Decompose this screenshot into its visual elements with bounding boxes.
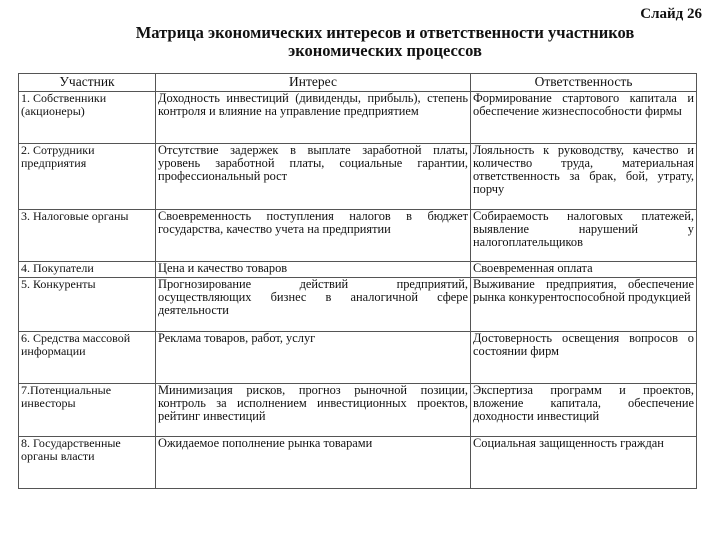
slide-number: Слайд 26: [640, 6, 702, 22]
participant-cell: 3. Налоговые органы: [19, 210, 156, 262]
slide-title: [70, 24, 700, 60]
participant-cell: 7.Потенциальные инвесторы: [19, 384, 156, 437]
table-row: [19, 144, 697, 210]
responsibility-cell: Достоверность освещения вопросов о состоянии фирм: [471, 332, 697, 384]
interest-cell: Цена и качество товаров: [156, 262, 471, 278]
slide-title-line-1: Матрица экономических интересов и ответственности участников: [135, 23, 635, 42]
responsibility-cell: Выживание предприятия, обеспечение рынка конкурентоспособной продукцией: [471, 278, 697, 332]
table-header-row: [19, 74, 697, 92]
interest-cell: Своевременность поступления налогов в бюджет государства, качество учета на предприятии: [156, 210, 471, 262]
participant-cell: 4. Покупатели: [19, 262, 156, 278]
responsibility-cell: Собираемость налоговых платежей, выявление нарушений у налогоплательщиков: [471, 210, 697, 262]
responsibility-cell: Социальная защищенность граждан: [471, 437, 697, 489]
interest-cell: Отсутствие задержек в выплате заработной платы, уровень заработной платы, социальные гарантии, профессиональный рост: [156, 144, 471, 210]
participant-cell: 2. Сотрудники предприятия: [19, 144, 156, 210]
interest-cell: Минимизация рисков, прогноз рыночной позиции, контроль за исполнением инвестиционных проектов, рейтинг инвестиций: [156, 384, 471, 437]
table-row: [19, 278, 697, 332]
participant-cell: 5. Конкуренты: [19, 278, 156, 332]
header-responsibility: Ответственность: [471, 74, 697, 92]
table-row: [19, 437, 697, 489]
interest-cell: Доходность инвестиций (дивиденды, прибыль), степень контроля и влияние на управление предприятием: [156, 92, 471, 144]
responsibility-cell: Формирование стартового капитала и обеспечение жизнеспособности фирмы: [471, 92, 697, 144]
slide-title-line-2: экономических процессов: [288, 41, 482, 60]
table-row: [19, 262, 697, 278]
responsibility-cell: Экспертиза программ и проектов, вложение капитала, обеспечение доходности инвестиций: [471, 384, 697, 437]
header-participant: Участник: [19, 74, 156, 92]
participant-cell: 1. Собственники (акционеры): [19, 92, 156, 144]
header-interest: Интерес: [156, 74, 471, 92]
interest-responsibility-matrix: [18, 73, 697, 489]
interest-cell: Прогнозирование действий предприятий, осуществляющих бизнес в аналогичной сфере деятельности: [156, 278, 471, 332]
interest-cell: Реклама товаров, работ, услуг: [156, 332, 471, 384]
responsibility-cell: Лояльность к руководству, качество и количество труда, материальная ответственность за брак, бой, утрату, порчу: [471, 144, 697, 210]
table-row: [19, 384, 697, 437]
participant-cell: 6. Средства массовой информации: [19, 332, 156, 384]
table-row: [19, 92, 697, 144]
responsibility-cell: Своевременная оплата: [471, 262, 697, 278]
table-row: [19, 332, 697, 384]
participant-cell: 8. Государственные органы власти: [19, 437, 156, 489]
table-row: [19, 210, 697, 262]
interest-cell: Ожидаемое пополнение рынка товарами: [156, 437, 471, 489]
